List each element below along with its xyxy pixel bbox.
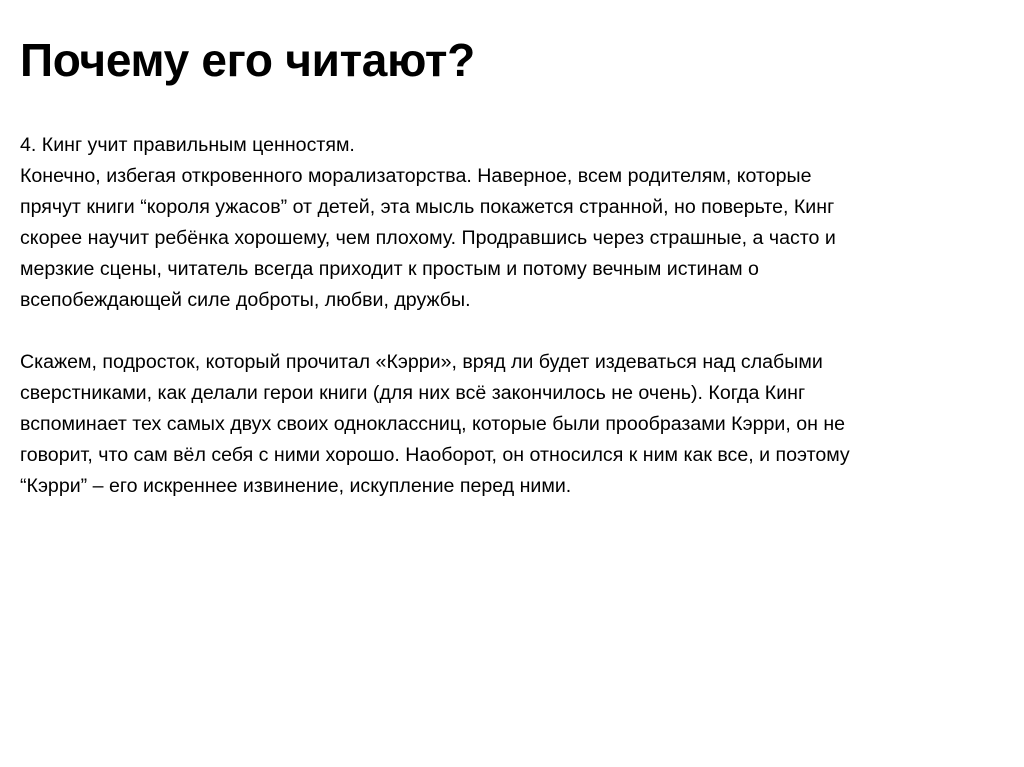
text-line: мерзкие сцены, читатель всегда приходит к простым и потому вечным истинам о (20, 258, 759, 280)
paragraph-gap (20, 316, 1010, 347)
slide-body (20, 130, 1010, 502)
paragraph-carrie (20, 347, 1010, 502)
text-line: Скажем, подросток, который прочитал «Кэрри», вряд ли будет издеваться над слабыми (20, 351, 823, 373)
text-line: скорее научит ребёнка хорошему, чем плохому. Продравшись через страшные, а часто и (20, 227, 836, 249)
slide-title: Почему его читают? (20, 34, 475, 86)
paragraph-values (20, 130, 1010, 316)
text-line: Конечно, избегая откровенного морализаторства. Наверное, всем родителям, которые (20, 165, 812, 187)
text-line: прячут книги “короля ужасов” от детей, эта мысль покажется странной, но поверьте, Кинг (20, 196, 835, 218)
text-line: 4. Кинг учит правильным ценностям. (20, 134, 355, 156)
text-line: говорит, что сам вёл себя с ними хорошо. Наоборот, он относился к ним как все, и поэтому (20, 444, 850, 466)
text-line: “Кэрри” – его искреннее извинение, искупление перед ними. (20, 475, 572, 497)
text-line: сверстниками, как делали герои книги (для них всё закончилось не очень). Когда Кинг (20, 382, 806, 404)
text-line: всепобеждающей силе доброты, любви, дружбы. (20, 289, 471, 311)
text-line: вспоминает тех самых двух своих одноклассниц, которые были прообразами Кэрри, он не (20, 413, 846, 435)
